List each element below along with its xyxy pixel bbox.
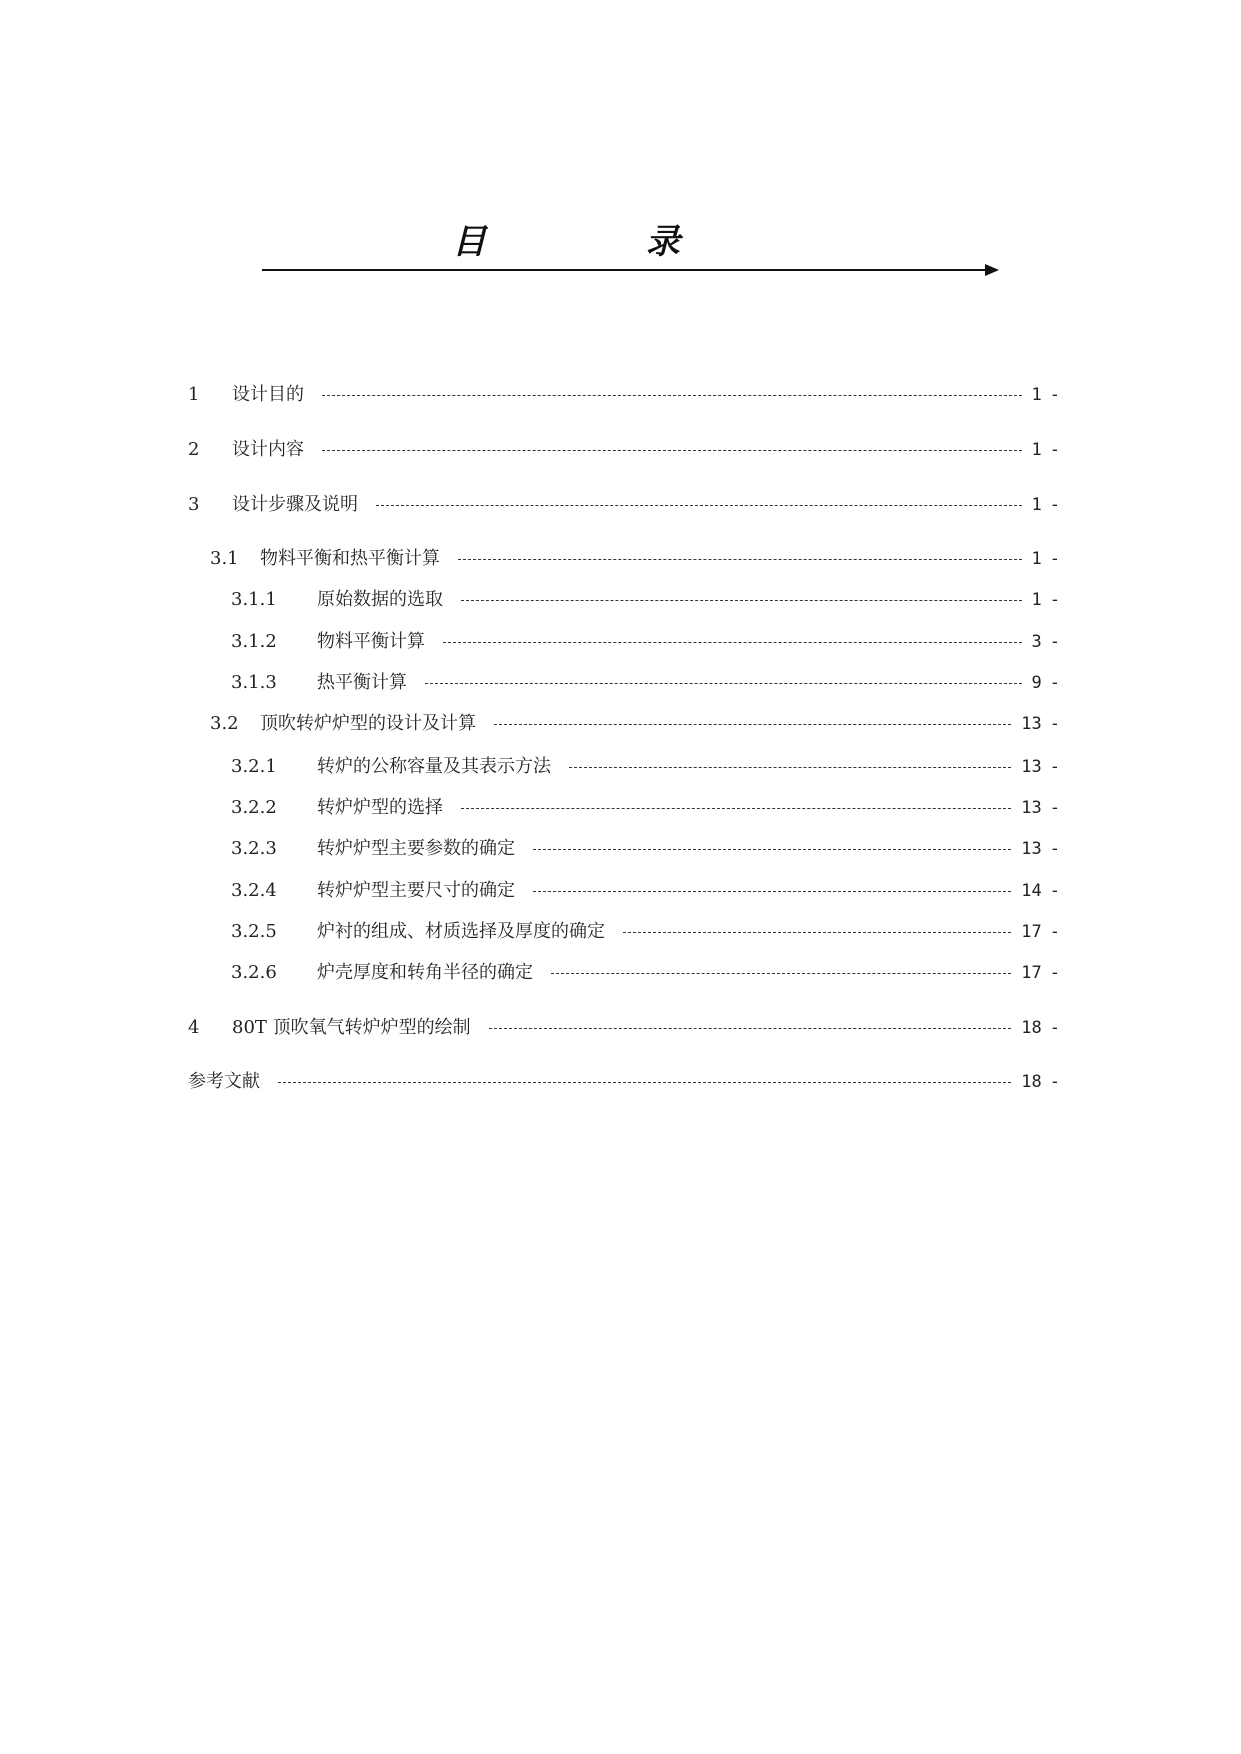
toc-page-dash: - bbox=[1049, 590, 1060, 610]
toc-entry[interactable] bbox=[188, 793, 1060, 823]
toc-entry-label: 炉衬的组成、材质选择及厚度的确定 bbox=[317, 921, 605, 942]
toc-entry[interactable] bbox=[188, 917, 1060, 947]
toc-entry[interactable] bbox=[188, 668, 1060, 698]
toc-entry-page: 13 bbox=[1021, 798, 1042, 818]
toc-entry-number: 3.2.5 bbox=[231, 921, 277, 942]
toc-entry-page: 1 bbox=[1031, 440, 1042, 460]
toc-entry[interactable] bbox=[188, 709, 1060, 739]
toc-entry-label: 设计目的 bbox=[232, 384, 304, 405]
toc-entry-number: 3.1.1 bbox=[231, 589, 277, 610]
page-title: 目 录 bbox=[452, 222, 754, 262]
toc-entry[interactable] bbox=[188, 958, 1060, 988]
toc-entry-page: 1 bbox=[1031, 495, 1042, 515]
toc-entry-label: 原始数据的选取 bbox=[317, 589, 443, 610]
toc-entry-label: 设计步骤及说明 bbox=[232, 494, 358, 515]
toc-entry-number: 3.2.6 bbox=[231, 962, 277, 983]
toc-entry-page: 3 bbox=[1031, 632, 1042, 652]
toc-entry-page: 18 bbox=[1021, 1018, 1042, 1038]
toc-page-dash: - bbox=[1049, 798, 1060, 818]
toc-dot-leader bbox=[458, 544, 1022, 574]
toc-dot-leader bbox=[376, 490, 1022, 520]
toc-entry-label: 80T 顶吹氧气转炉炉型的绘制 bbox=[232, 1017, 471, 1038]
arrow-head-icon bbox=[985, 264, 999, 276]
toc-entry[interactable] bbox=[188, 1067, 1060, 1097]
toc-page-dash: - bbox=[1049, 839, 1060, 859]
toc-entry-number: 3.2.4 bbox=[231, 880, 277, 901]
toc-entry-label: 物料平衡计算 bbox=[317, 631, 425, 652]
toc-dot-leader bbox=[533, 834, 1011, 864]
toc-entry-number: 3.1.2 bbox=[231, 631, 277, 652]
toc-entry-page: 13 bbox=[1021, 839, 1042, 859]
toc-entry-number: 1 bbox=[188, 384, 200, 405]
toc-page-dash: - bbox=[1049, 881, 1060, 901]
title-block bbox=[262, 222, 1000, 282]
toc-entry-page: 18 bbox=[1021, 1072, 1042, 1092]
toc-page-dash: - bbox=[1049, 440, 1060, 460]
toc-entry[interactable] bbox=[188, 1013, 1060, 1043]
toc-entry[interactable] bbox=[188, 876, 1060, 906]
toc-entry-number: 3.1 bbox=[210, 548, 239, 569]
toc-dot-leader bbox=[461, 585, 1022, 615]
toc-entry[interactable] bbox=[188, 627, 1060, 657]
toc-dot-leader bbox=[494, 709, 1011, 739]
title-rule bbox=[262, 269, 990, 271]
toc-page-dash: - bbox=[1049, 1018, 1060, 1038]
toc-entry-number: 3.2.1 bbox=[231, 756, 277, 777]
toc-dot-leader bbox=[551, 958, 1011, 988]
toc-entry-page: 13 bbox=[1021, 757, 1042, 777]
toc-entry-label: 转炉的公称容量及其表示方法 bbox=[317, 756, 551, 777]
toc-entry[interactable] bbox=[188, 544, 1060, 574]
toc-entry-label: 热平衡计算 bbox=[317, 672, 407, 693]
toc-entry[interactable] bbox=[188, 490, 1060, 520]
toc-page-dash: - bbox=[1049, 495, 1060, 515]
toc-page-dash: - bbox=[1049, 963, 1060, 983]
toc-page-dash: - bbox=[1049, 922, 1060, 942]
toc-entry-number: 3.2.2 bbox=[231, 797, 277, 818]
toc-entry-number: 3.1.3 bbox=[231, 672, 277, 693]
toc-entry-label: 转炉炉型的选择 bbox=[317, 797, 443, 818]
toc-dot-leader bbox=[278, 1067, 1011, 1097]
toc-dot-leader bbox=[322, 380, 1022, 410]
toc-entry-page: 9 bbox=[1031, 673, 1042, 693]
toc-dot-leader bbox=[443, 627, 1022, 657]
toc-entry[interactable] bbox=[188, 834, 1060, 864]
toc-entry-page: 13 bbox=[1021, 714, 1042, 734]
toc-entry-number: 2 bbox=[188, 439, 200, 460]
toc-dot-leader bbox=[425, 668, 1022, 698]
toc-entry-label: 转炉炉型主要参数的确定 bbox=[317, 838, 515, 859]
toc-entry-page: 17 bbox=[1021, 963, 1042, 983]
toc-entry[interactable] bbox=[188, 435, 1060, 465]
toc-entry[interactable] bbox=[188, 752, 1060, 782]
toc-page-dash: - bbox=[1049, 1072, 1060, 1092]
toc-page-dash: - bbox=[1049, 714, 1060, 734]
toc-entry-label: 炉壳厚度和转角半径的确定 bbox=[317, 962, 533, 983]
toc-entry-number: 3.2.3 bbox=[231, 838, 277, 859]
toc-page-dash: - bbox=[1049, 549, 1060, 569]
toc-entry-label: 参考文献 bbox=[188, 1071, 260, 1092]
toc-entry-label: 设计内容 bbox=[232, 439, 304, 460]
toc-page-dash: - bbox=[1049, 673, 1060, 693]
toc-entry-label: 物料平衡和热平衡计算 bbox=[260, 548, 440, 569]
toc-page-dash: - bbox=[1049, 757, 1060, 777]
toc-page-dash: - bbox=[1049, 632, 1060, 652]
toc-dot-leader bbox=[569, 752, 1011, 782]
toc-entry-page: 14 bbox=[1021, 881, 1042, 901]
toc-dot-leader bbox=[623, 917, 1011, 947]
toc-dot-leader bbox=[461, 793, 1011, 823]
toc-dot-leader bbox=[322, 435, 1022, 465]
toc-entry-number: 4 bbox=[188, 1017, 200, 1038]
toc-entry[interactable] bbox=[188, 585, 1060, 615]
toc-page-dash: - bbox=[1049, 385, 1060, 405]
toc-dot-leader bbox=[533, 876, 1011, 906]
toc-entry-page: 17 bbox=[1021, 922, 1042, 942]
toc-entry-label: 顶吹转炉炉型的设计及计算 bbox=[260, 713, 476, 734]
toc-entry-page: 1 bbox=[1031, 385, 1042, 405]
toc-entry-label: 转炉炉型主要尺寸的确定 bbox=[317, 880, 515, 901]
toc-entry-number: 3 bbox=[188, 494, 200, 515]
toc-entry[interactable] bbox=[188, 380, 1060, 410]
toc-entry-number: 3.2 bbox=[210, 713, 239, 734]
toc-dot-leader bbox=[489, 1013, 1012, 1043]
toc-entry-page: 1 bbox=[1031, 590, 1042, 610]
toc-entry-page: 1 bbox=[1031, 549, 1042, 569]
